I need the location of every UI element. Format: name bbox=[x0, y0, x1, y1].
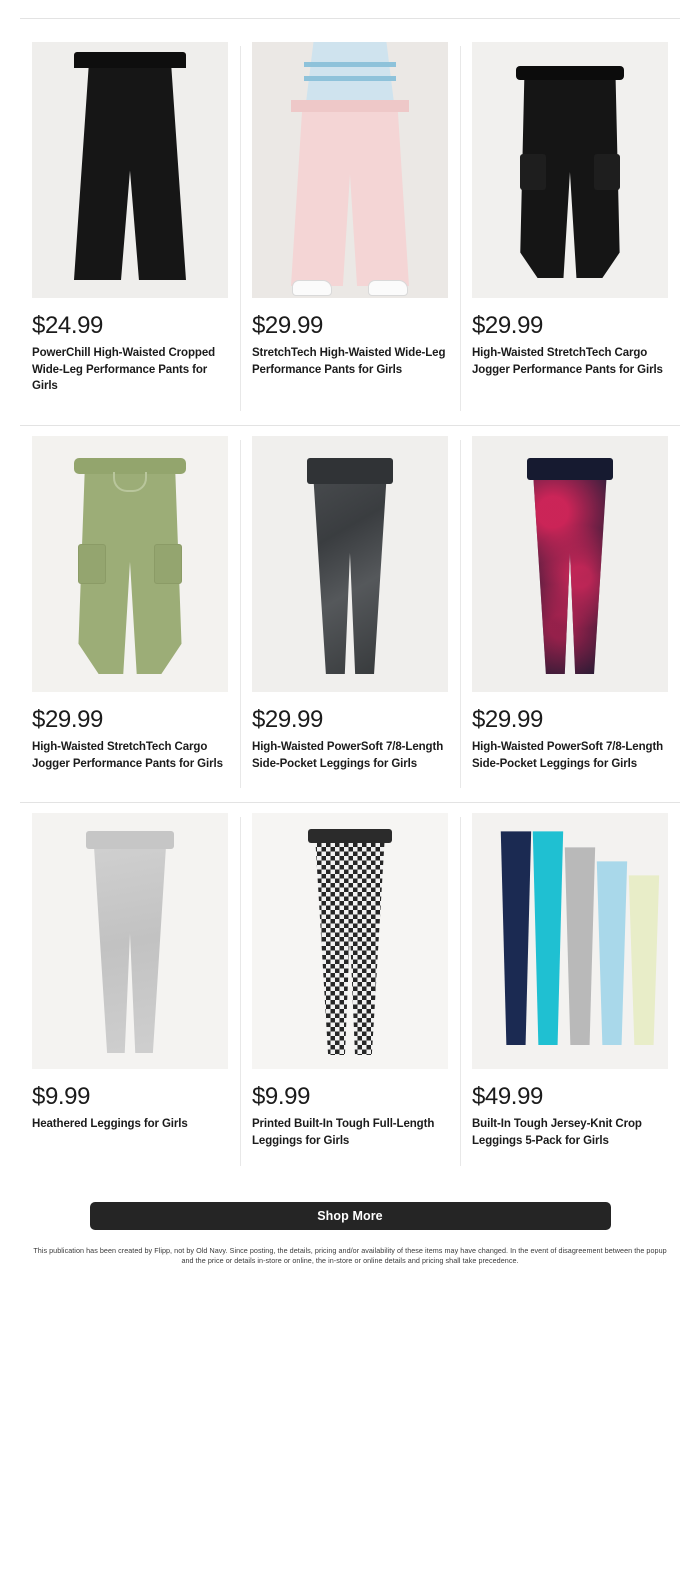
product-price: $29.99 bbox=[471, 312, 543, 339]
product-description: High-Waisted PowerSoft 7/8-Length Side-Pocket Leggings for Girls bbox=[251, 741, 444, 770]
product-card[interactable] bbox=[460, 426, 680, 802]
disclaimer-text: This publication has been created by Flipp, not by Old Navy. Since posting, the details, pricing and/or availability of these items may have changed. In the event of disagreement between the popup and the price or details in-store or online, the in-store or online details and pricing shall take precedence. bbox=[33, 1245, 667, 1266]
black-cargo-jogger-art bbox=[472, 42, 668, 298]
product-description: StretchTech High-Waisted Wide-Leg Performance Pants for Girls bbox=[251, 347, 446, 376]
product-image[interactable] bbox=[252, 42, 448, 298]
product-image[interactable] bbox=[472, 813, 668, 1069]
product-description: High-Waisted StretchTech Cargo Jogger Performance Pants for Girls bbox=[471, 347, 663, 376]
product-price: $29.99 bbox=[471, 706, 543, 734]
heathered-leggings-art bbox=[32, 813, 228, 1069]
product-price: $29.99 bbox=[251, 312, 323, 339]
product-card[interactable] bbox=[20, 803, 240, 1179]
product-price: $24.99 bbox=[32, 312, 104, 339]
product-image[interactable] bbox=[472, 436, 668, 692]
green-cargo-jogger-art bbox=[32, 436, 228, 692]
wide-leg-black-pants-art bbox=[32, 42, 228, 298]
product-description: PowerChill High-Waisted Cropped Wide-Leg Performance Pants for Girls bbox=[32, 347, 216, 393]
houndstooth-leggings-art bbox=[252, 813, 448, 1069]
top-divider bbox=[20, 18, 680, 19]
product-card[interactable] bbox=[240, 426, 460, 802]
product-price: $9.99 bbox=[32, 1083, 91, 1111]
product-price: $49.99 bbox=[471, 1083, 543, 1111]
product-price: $9.99 bbox=[251, 1083, 311, 1111]
product-row bbox=[20, 425, 680, 802]
product-description: Printed Built-In Tough Full-Length Leggings for Girls bbox=[251, 1118, 435, 1148]
product-image[interactable] bbox=[32, 436, 228, 692]
product-image[interactable] bbox=[252, 436, 448, 692]
product-card[interactable] bbox=[460, 32, 680, 425]
product-price: $29.99 bbox=[251, 706, 323, 734]
product-row bbox=[20, 802, 680, 1179]
product-card[interactable] bbox=[20, 426, 240, 802]
product-card[interactable] bbox=[460, 803, 680, 1179]
product-card[interactable] bbox=[240, 803, 460, 1179]
product-description: Built-In Tough Jersey-Knit Crop Leggings 5-Pack for Girls bbox=[471, 1118, 642, 1148]
pink-wide-leg-pants-art bbox=[252, 42, 448, 298]
product-card[interactable] bbox=[240, 32, 460, 425]
product-row bbox=[20, 32, 680, 425]
footer bbox=[0, 1202, 700, 1267]
shop-more-button[interactable]: Shop More bbox=[90, 1202, 611, 1230]
product-price: $29.99 bbox=[32, 706, 104, 734]
product-image[interactable] bbox=[472, 42, 668, 298]
pink-print-leggings-art bbox=[472, 436, 668, 692]
leggings-5-pack-art bbox=[472, 813, 668, 1069]
product-description: Heathered Leggings for Girls bbox=[32, 1118, 188, 1131]
dark-grey-leggings-art bbox=[252, 436, 448, 692]
product-description: High-Waisted StretchTech Cargo Jogger Performance Pants for Girls bbox=[32, 741, 223, 770]
product-card[interactable] bbox=[20, 32, 240, 425]
product-image[interactable] bbox=[252, 813, 448, 1069]
product-image[interactable] bbox=[32, 813, 228, 1069]
product-image[interactable] bbox=[32, 42, 228, 298]
product-description: High-Waisted PowerSoft 7/8-Length Side-Pocket Leggings for Girls bbox=[471, 741, 664, 770]
